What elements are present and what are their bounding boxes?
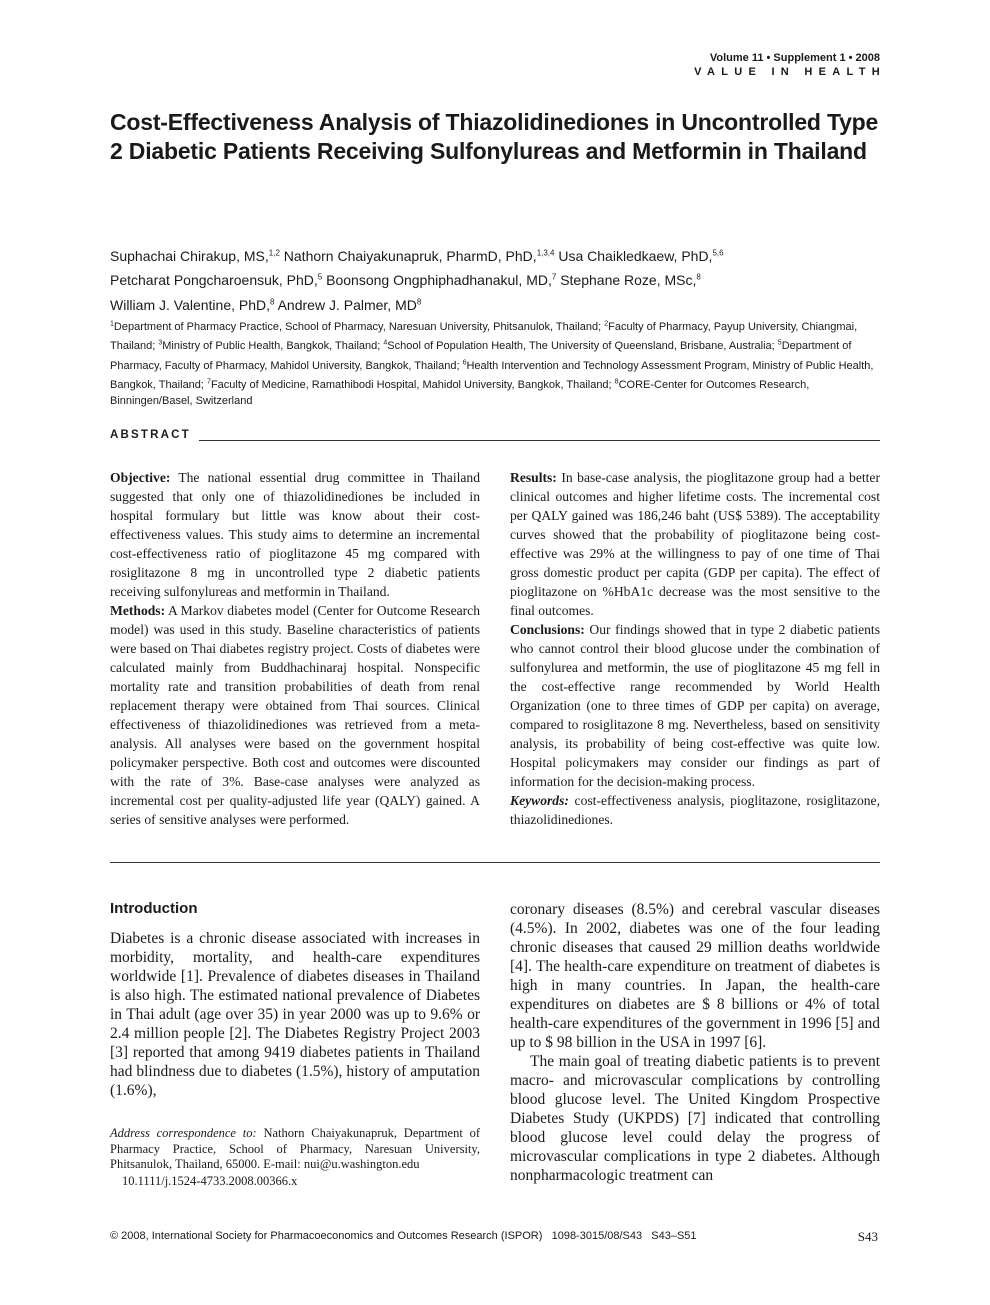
- abstract-left-column: [110, 468, 480, 829]
- author: Andrew J. Palmer, $MD^8$: [277, 296, 422, 313]
- affiliation: $^2$Faculty of Pharmacy, Payup University, Chiangmai, Thailand;: [110, 320, 858, 353]
- footer-copyright: © 2008, International Society for Pharmacoeconomics and Outcomes Research (ISPOR) 1098-3015/08/S43 S43–S51: [110, 1230, 697, 1242]
- page-number: S43: [857, 1229, 878, 1244]
- body-paragraph: Diabetes is a chronic disease associated with increases in morbidity, mortality, and health-care expenditures worldwide [1]. Prevalence of diabetes diseases in Thailand is also high. The estimated national prevalence of Diabetes in Thai adult (age over 35) in year 2000 was up to 9.6% or 2.4 million people [2]. The Diabetes Registry Project 2003 [3] reported that among 9419 diabetes patients in Thailand had blindness due to diabetes (1.5%), history of amputation (1.6%),: [110, 930, 480, 1099]
- author: Boonsong Ongphiphadhanakul, MD,$^7$: [326, 272, 557, 289]
- correspondence-block: [110, 1126, 480, 1189]
- author-list: [110, 242, 880, 316]
- author: Suphachai Chirakup, MS,$^{1,2}$: [110, 247, 280, 264]
- author: Petcharat Pongcharoensuk, PhD,$^5$: [110, 272, 323, 289]
- body-paragraph: The main goal of treating diabetic patients is to prevent macro- and microvascular complications by controlling blood glucose level. The United Kingdom Prospective Diabetes Study (UKPDS) [7] indicated that controlling blood glucose level could delay the progress of microvascular complications in type 2 diabetes. Although nonpharmacologic treatment can: [510, 1053, 880, 1184]
- author: Nathorn Chaiyakunapruk, PharmD, PhD,$^{1,3,4}$: [283, 247, 555, 264]
- abstract-bottom-divider: [110, 862, 880, 863]
- abstract-divider: [110, 440, 880, 441]
- doi: 10.1111/j.1524-4733.2008.00366.x: [122, 1173, 298, 1188]
- affiliation-list: [110, 316, 880, 410]
- journal-name: VALUE IN HEALTH: [694, 66, 886, 78]
- abstract-keywords: Keywords: cost-effectiveness analysis, pioglitazone, rosiglitazone, thiazolidinediones.: [510, 793, 880, 827]
- affiliation: $^4$School of Population Health, The University of Queensland, Brisbane, Australia;: [383, 339, 778, 353]
- affiliation: $^6$Health Intervention and Technology Assessment Program, Ministry of Public Health, Bangkok, Thailand;: [110, 358, 874, 392]
- affiliation: $^1$Department of Pharmacy Practice, School of Pharmacy, Naresuan University, Phitsanulok, Thailand;: [110, 320, 605, 333]
- abstract-right-column: [510, 468, 880, 829]
- affiliation: $^7$Faculty of Medicine, Ramathibodi Hospital, Mahidol University, Bangkok, Thailand;: [207, 378, 615, 392]
- intro-right-column: [510, 900, 880, 1185]
- abstract-label: ABSTRACT: [110, 429, 199, 441]
- body-paragraph: coronary diseases (8.5%) and cerebral vascular diseases (4.5%). In 2002, diabetes was one of the four leading chronic diseases that caused 29 million deaths worldwide [4]. The health-care expenditure on treatment of diabetes is high in many countries. In Japan, the health-care expenditures on diabetes are $ 8 billions or 4% of total health-care expenditures of the government in 1996 [5] and up to $ 98 billion in the USA in 1997 [6].: [510, 901, 880, 1051]
- abstract-objective: Objective: The national essential drug committee in Thailand suggested that only one of thiazolidinediones be included in hospital formulary but little was know about their cost-effectiveness values. This study aims to determine an incremental cost-effectiveness ratio of pioglitazone 45 mg compared with rosiglitazone 8 mg in uncontrolled type 2 diabetic patients receiving sulfonylureas and metformin in Thailand.: [110, 470, 481, 599]
- author: Stephane Roze, MSc,$^8$: [560, 272, 701, 289]
- affiliation: $^5$Department of Pharmacy, Faculty of Pharmacy, Mahidol University, Bangkok, Thailand;: [110, 339, 852, 372]
- affiliation: $^3$Ministry of Public Health, Bangkok, Thailand;: [158, 339, 384, 353]
- author: Usa Chaikledkaew, PhD,$^{5,6}$: [558, 247, 724, 264]
- abstract-results: Results: In base-case analysis, the pioglitazone group had a better clinical outcomes and higher lifetime costs. The incremental cost per QALY gained was 186,246 baht (US$ 5389). The acceptability curves showed that the probability of pioglitazone being cost-effective was 29% at the willingness to pay of one time of Thai gross domestic product per capita (GDP per capita). The effect of pioglitazone on %HbA1c decrease was the most sensitive to the final outcomes.: [510, 470, 880, 618]
- abstract-conclusions: Conclusions: Our findings showed that in type 2 diabetic patients who cannot control their blood glucose under the combination of sulfonylurea and metformin, the use of pioglitazone 45 mg fell in the cost-effective range recommended by World Health Organization (one to three times of GDP per capita) on average, compared to rosiglitazone 8 mg. Nevertheless, based on sensitivity analysis, its probability of being cost-effective was quite low. Hospital policymakers may consider our findings as part of information for the decision-making process.: [510, 622, 880, 789]
- affiliation: $^8$CORE-Center for Outcomes Research, Binningen/Basel, Switzerland: [110, 378, 810, 407]
- section-heading-introduction: Introduction: [110, 900, 198, 917]
- correspondence-address: Address correspondence to: Nathorn Chaiyakunapruk, Department of Pharmacy Practice, School of Pharmacy, Naresuan University, Phitsanulok, Thailand, 65000. E-mail: nui@u.washington.edu: [110, 1126, 481, 1171]
- journal-issue: Volume 11 • Supplement 1 • 2008: [709, 52, 880, 64]
- article-title: Cost-Effectiveness Analysis of Thiazolidinediones in Uncontrolled Type 2 Diabetic Patients Receiving Sulfonylureas and Metformin in Thailand: [110, 109, 879, 164]
- intro-left-column: [110, 929, 480, 1100]
- abstract-methods: Methods: A Markov diabetes model (Center for Outcome Research model) was used in this study. Baseline characteristics of patients were based on Thai diabetes registry project. Costs of diabetes were calculated mainly from Buddhachinaraj hospital. Nonspecific mortality rate and transition probabilities of death from renal replacement therapy were obtained from Thai sources. Clinical effectiveness of thiazolidinediones was retrieved from a meta-analysis. All analyses were based on the government hospital policymaker perspective. Both cost and outcomes were discounted with the rate of 3%. Base-case analyses were analyzed as incremental cost per quality-adjusted life year (QALY) gained. A series of sensitive analyses were performed.: [110, 603, 480, 827]
- author: William J. Valentine, PhD,$^8$: [110, 296, 275, 313]
- journal-header: [694, 52, 886, 78]
